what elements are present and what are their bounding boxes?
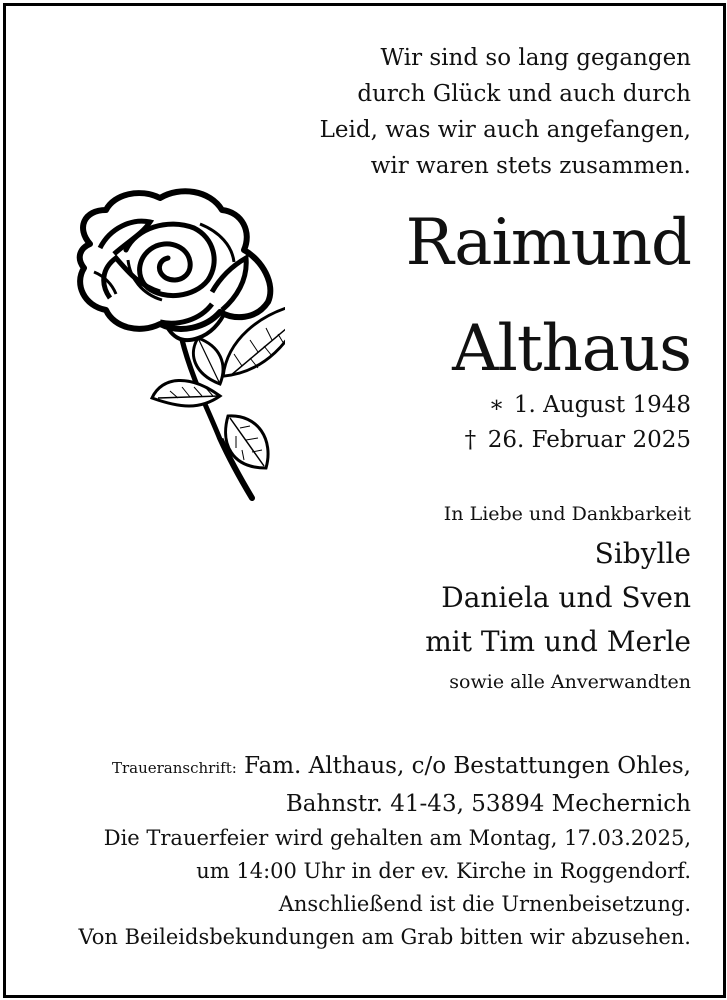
ceremony-line: Die Trauerfeier wird gehalten am Montag, 17.03.2025, [103, 826, 691, 850]
ceremony-info [79, 822, 692, 954]
ceremony-line: um 14:00 Uhr in der ev. Kirche in Roggendorf. [196, 859, 691, 883]
ceremony-line: Anschließend ist die Urnenbeisetzung. [278, 892, 691, 916]
rose-icon [70, 188, 285, 504]
birth-star-icon: ∗ [488, 392, 505, 418]
poem-line: durch Glück und auch durch [357, 81, 691, 107]
ceremony-line: Von Beileidsbekundungen am Grab bitten wir abzusehen. [78, 925, 691, 949]
death-date-line [460, 423, 691, 458]
mourning-address [112, 748, 691, 822]
obituary-notice [3, 3, 726, 998]
deceased-first-name: Raimund [405, 206, 691, 280]
poem-line: wir waren stets zusammen. [370, 153, 691, 179]
address-label: Traueranschrift: [111, 759, 237, 777]
mourners [425, 496, 691, 700]
address-line [112, 748, 691, 786]
birth-date: 1. August 1948 [513, 392, 691, 418]
death-date: 26. Februar 2025 [487, 427, 691, 453]
poem [320, 40, 691, 184]
mourner-name: mit Tim und Merle [425, 625, 691, 658]
mourner-name: Daniela und Sven [441, 581, 691, 614]
mourner-name: Sibylle [594, 537, 691, 570]
poem-line: Wir sind so lang gegangen [380, 45, 691, 71]
life-dates [460, 388, 691, 458]
address-line-2: Bahnstr. 41-43, 53894 Mechernich [285, 791, 691, 817]
mourners-outro: sowie alle Anverwandten [449, 671, 691, 693]
poem-line: Leid, was wir auch angefangen, [319, 117, 691, 143]
birth-date-line [460, 388, 691, 423]
death-cross-icon: † [464, 427, 477, 453]
deceased-last-name: Althaus [452, 312, 691, 386]
address-line-1: Fam. Althaus, c/o Bestattungen Ohles, [244, 753, 691, 779]
mourners-intro: In Liebe und Dankbarkeit [443, 503, 691, 525]
